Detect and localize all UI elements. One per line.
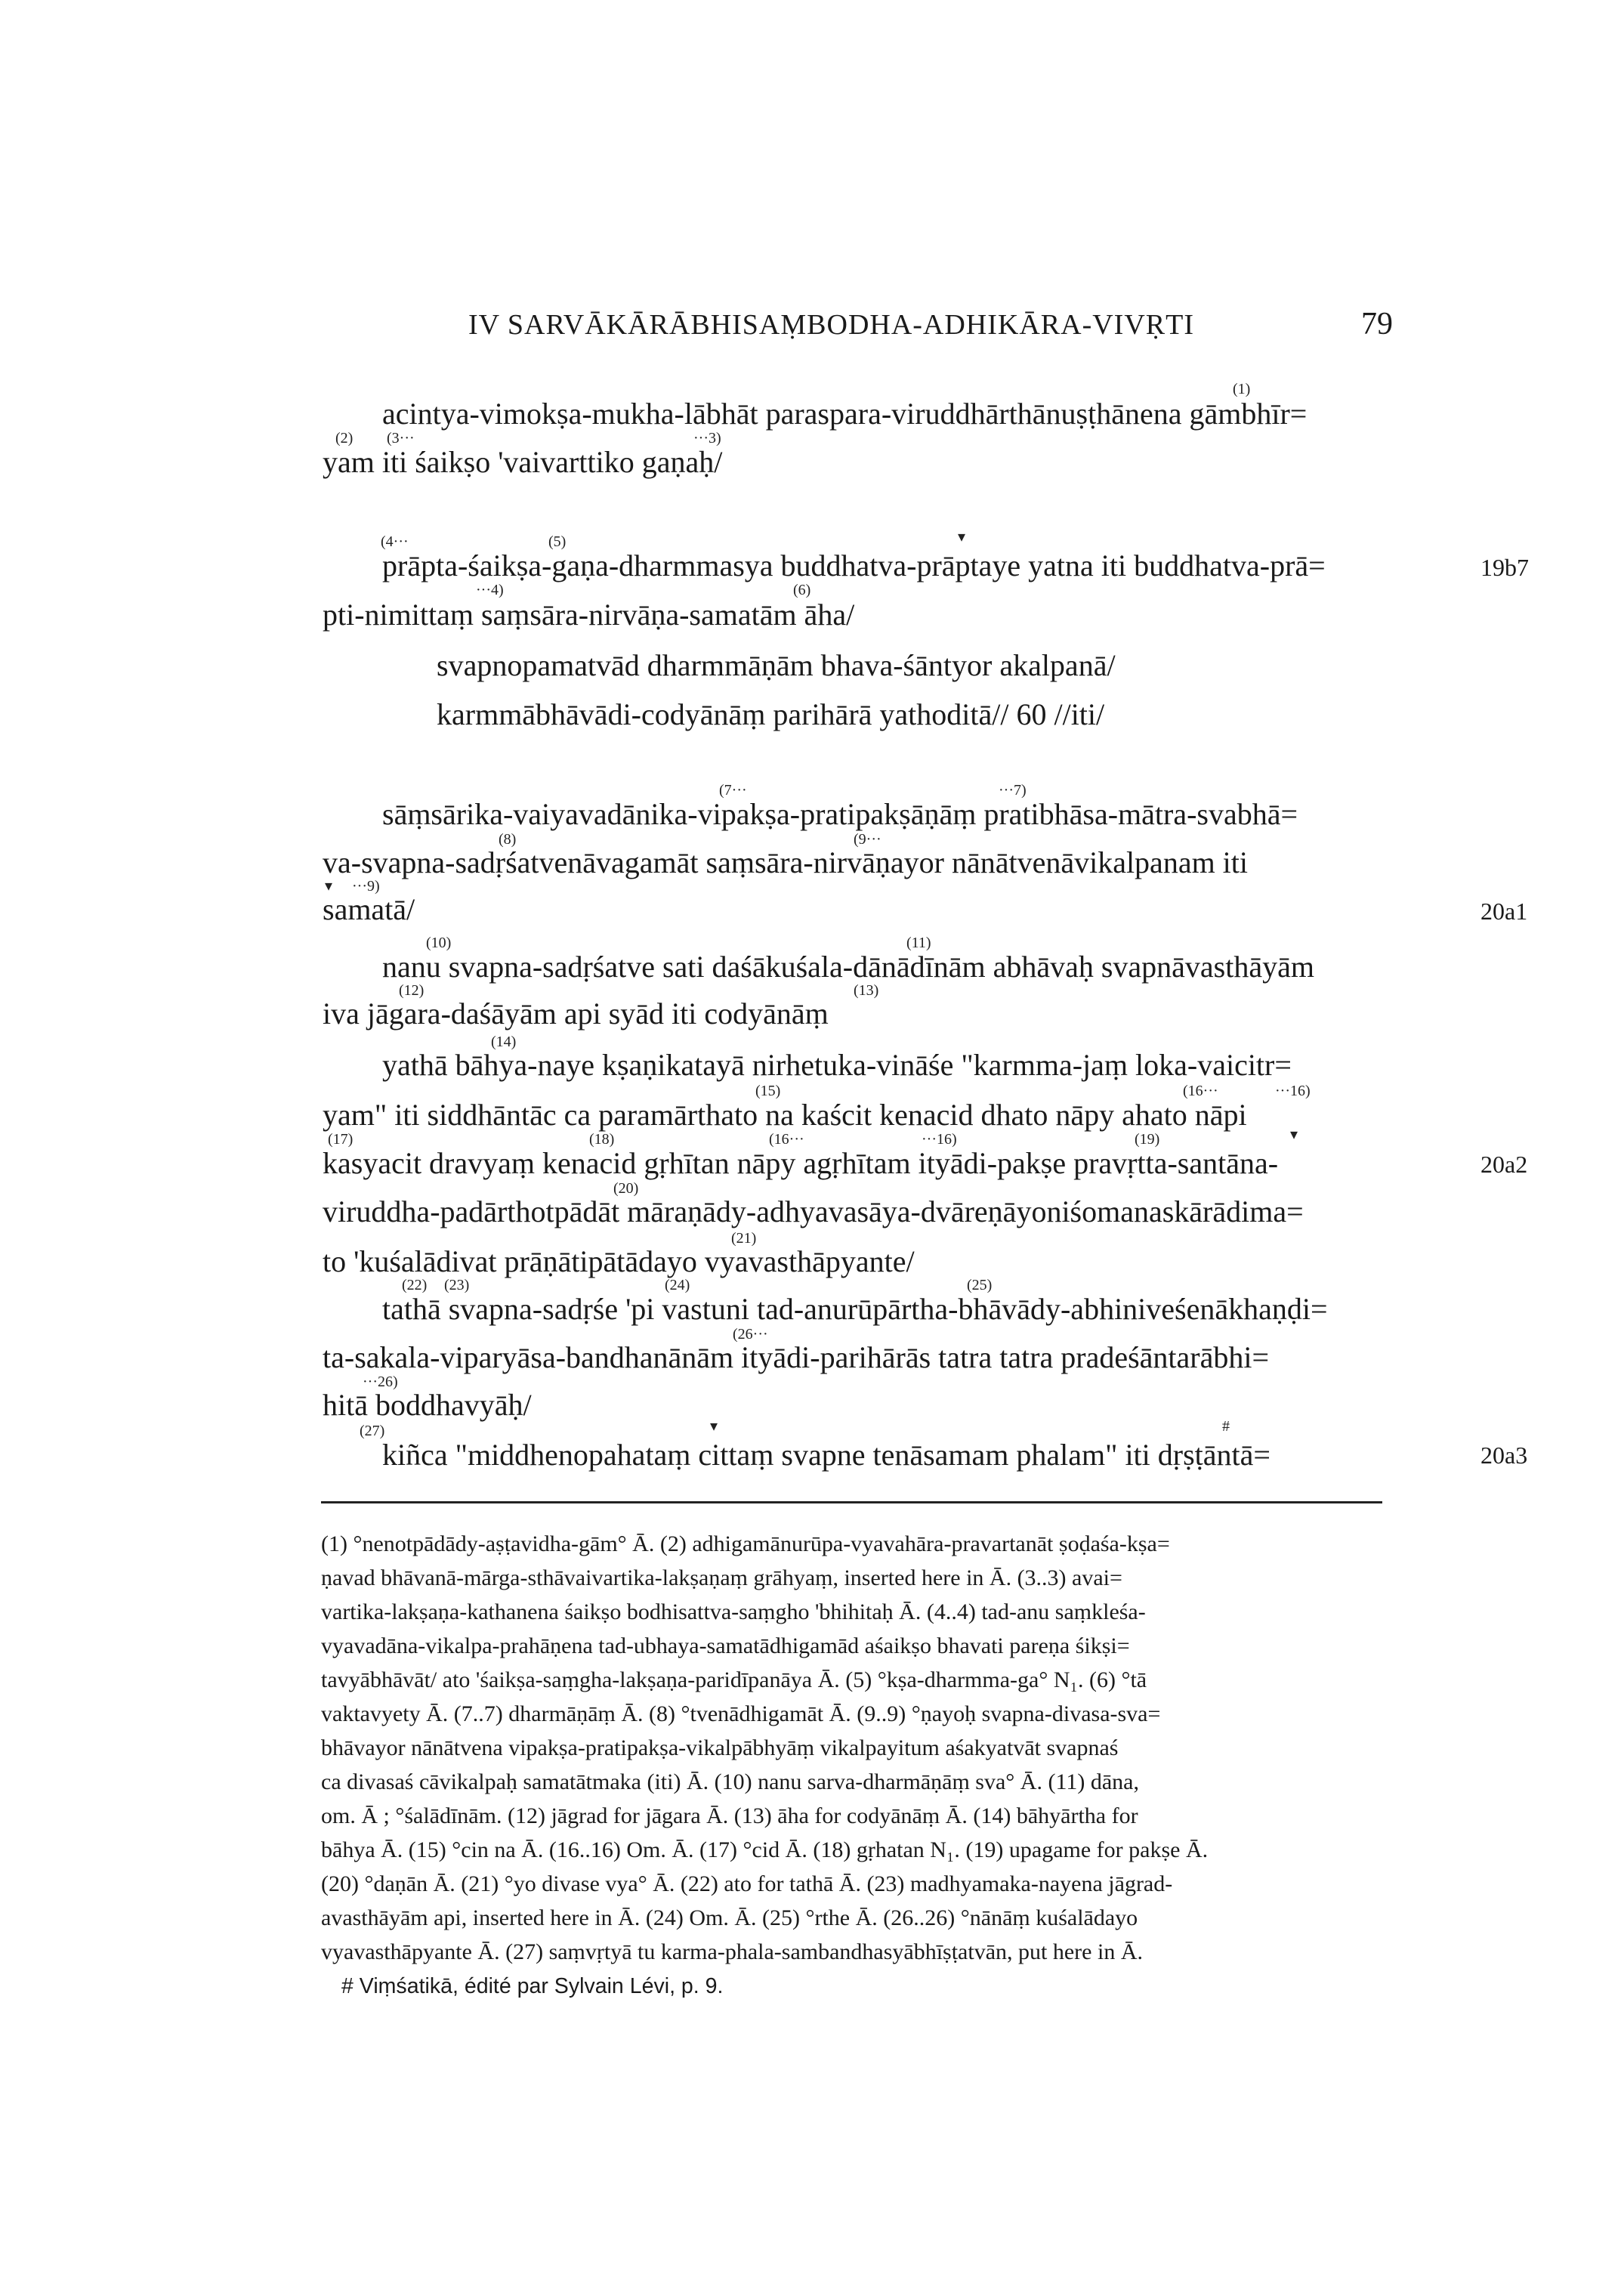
note-marker: ···3): [693, 430, 721, 447]
note-marker: (1): [1233, 381, 1251, 397]
note-marker: (20): [613, 1180, 639, 1197]
note-marker: (14): [491, 1034, 517, 1050]
text-line: yam" iti siddhāntāc ca paramārthato na kaścit kenacid dhato nāpy ahato nāpi: [323, 1098, 1247, 1132]
text-line: pti-nimittaṃ saṃsāra-nirvāṇa-samatām āha/: [323, 598, 855, 632]
footnote-source: # Viṃśatikā, édité par Sylvain Lévi, p. 9.: [341, 1974, 724, 1998]
footnote-line: vyavasthāpyante Ā. (27) saṃvṛtyā tu karma-phala-sambandhasyābhīṣṭatvān, put here in Ā.: [321, 1939, 1143, 1964]
note-marker: ···16): [922, 1131, 957, 1148]
note-marker: ···7): [999, 782, 1027, 799]
note-marker: (13): [854, 982, 879, 999]
note-marker: (23): [444, 1277, 470, 1293]
note-marker: (17): [328, 1131, 354, 1148]
verse-line: svapnopamatvād dharmmāṇām bhava-śāntyor akalpanā/: [437, 648, 1116, 682]
page-number: 79: [1361, 307, 1393, 341]
footnote-line: ca divasaś cāvikalpaḥ samatātmaka (iti) Ā. (10) nanu sarva-dharmāṇāṃ sva° Ā. (11) dāna,: [321, 1769, 1139, 1794]
verse-line: karmmābhāvādi-codyānāṃ parihārā yathoditā// 60 //iti/: [437, 697, 1105, 731]
footnote-line: avasthāyām api, inserted here in Ā. (24) Om. Ā. (25) °rthe Ā. (26..26) °nānāṃ kuśalādayo: [321, 1905, 1138, 1930]
footnote-line: bāhya Ā. (15) °cin na Ā. (16..16) Om. Ā. (17) °cid Ā. (18) gṛhatan N₁. (19) upagame for pakṣe Ā.: [321, 1837, 1209, 1862]
footnote-line: om. Ā ; °śalādīnām. (12) jāgrad for jāgara Ā. (13) āha for codyānāṃ Ā. (14) bāhyārtha for: [321, 1803, 1138, 1828]
text-line: va-svapna-sadṛśatvenāvagamāt saṃsāra-nirvāṇayor nānātvenāvikalpanam iti: [323, 845, 1249, 879]
folio-mark: 20a3: [1480, 1442, 1528, 1469]
note-marker: (6): [793, 582, 811, 598]
note-marker: (19): [1135, 1131, 1160, 1148]
note-marker: (24): [665, 1277, 690, 1293]
text-line: acintya-vimokṣa-mukha-lābhāt paraspara-viruddhārthānuṣṭhānena gāmbhīr=: [382, 397, 1308, 431]
note-marker: (21): [731, 1230, 757, 1247]
note-marker: ···26): [363, 1374, 398, 1390]
note-marker: (9···: [854, 831, 881, 848]
note-marker: ▾: [1290, 1126, 1298, 1143]
footnote-line: vyavadāna-vikalpa-prahāṇena tad-ubhaya-samatādhigamād aśaikṣo bhavati pareṇa śikṣi=: [321, 1633, 1130, 1658]
text-line: samatā/: [323, 892, 415, 926]
text-line: sāṃsārika-vaiyavadānika-vipakṣa-pratipakṣāṇāṃ pratibhāsa-mātra-svabhā=: [382, 797, 1298, 831]
note-marker: (12): [399, 982, 425, 999]
note-marker: (22): [402, 1277, 428, 1293]
text-line: nanu svapna-sadṛśatve sati daśākuśala-dānādīnām abhāvaḥ svapnāvasthāyām: [382, 950, 1314, 984]
note-marker: (25): [967, 1277, 993, 1293]
note-marker: (3···: [387, 430, 415, 447]
folio-mark: 20a2: [1480, 1151, 1528, 1178]
note-marker: (16···: [1183, 1083, 1218, 1099]
text-line: kiñca "middhenopahataṃ cittaṃ svapne tenāsamam phalam" iti dṛṣṭāntā=: [382, 1438, 1270, 1472]
text-line: tathā svapna-sadṛśe 'pi vastuni tad-anurūpārtha-bhāvādy-abhiniveśenākhaṇḍi=: [382, 1292, 1328, 1326]
note-marker: (7···: [719, 782, 747, 799]
note-marker: #: [1222, 1418, 1230, 1435]
note-marker: ▾: [710, 1418, 718, 1435]
text-line: viruddha-padārthotpādāt māraṇādy-adhyavasāya-dvāreṇāyoniśomanaskārādima=: [323, 1194, 1304, 1228]
footnote-rule: [321, 1501, 1382, 1503]
footnote-line: bhāvayor nānātvena vipakṣa-pratipakṣa-vikalpābhyāṃ vikalpayitum aśakyatvāt svapnaś: [321, 1735, 1119, 1760]
text-line: prāpta-śaikṣa-gaṇa-dharmmasya buddhatva-prāptaye yatna iti buddhatva-prā=: [382, 549, 1326, 582]
folio-mark: 20a1: [1480, 898, 1528, 925]
note-marker: ▾: [325, 878, 333, 895]
note-marker: (18): [589, 1131, 615, 1148]
note-marker: (11): [906, 935, 931, 951]
running-header: IV SARVĀKĀRĀBHISAṂBODHA-ADHIKĀRA-VIVṚTI: [468, 309, 1194, 341]
note-marker: (8): [499, 831, 517, 848]
note-marker: (10): [426, 935, 452, 951]
footnote-line: (20) °daṇān Ā. (21) °yo divase vya° Ā. (22) ato for tathā Ā. (23) madhyamaka-nayena jāgrad-: [321, 1871, 1173, 1896]
note-marker: ···9): [352, 878, 380, 895]
footnote-line: vartika-lakṣaṇa-kathanena śaikṣo bodhisattva-saṃgho 'bhihitaḥ Ā. (4..4) tad-anu saṃkleśa-: [321, 1599, 1146, 1624]
note-marker: (26···: [733, 1326, 768, 1343]
note-marker: (4···: [381, 533, 409, 550]
note-marker: ▾: [958, 529, 966, 545]
text-line: kasyacit dravyaṃ kenacid gṛhītan nāpy agṛhītam ityādi-pakṣe pravṛtta-santāna-: [323, 1146, 1279, 1180]
text-line: yathā bāhya-naye kṣaṇikatayā nirhetuka-vināśe "karmma-jaṃ loka-vaicitr=: [382, 1048, 1292, 1082]
footnote-line: tavyābhāvāt/ ato 'śaikṣa-saṃgha-lakṣaṇa-paridīpanāya Ā. (5) °kṣa-dharmma-ga° N₁. (6) °tā: [321, 1667, 1147, 1692]
note-marker: (5): [548, 533, 567, 550]
note-marker: ···16): [1275, 1083, 1311, 1099]
text-line: to 'kuśalādivat prāṇātipātādayo vyavasthāpyante/: [323, 1244, 915, 1278]
note-marker: (15): [755, 1083, 781, 1099]
text-line: iva jāgara-daśāyām api syād iti codyānāṃ: [323, 997, 829, 1031]
text-line: ta-sakala-viparyāsa-bandhanānām ityādi-parihārās tatra tatra pradeśāntarābhi=: [323, 1340, 1270, 1374]
note-marker: ···4): [476, 582, 504, 598]
footnote-line: ṇavad bhāvanā-mārga-sthāvaivartika-lakṣaṇaṃ grāhyaṃ, inserted here in Ā. (3..3) avai=: [321, 1565, 1122, 1590]
text-line: yam iti śaikṣo 'vaivarttiko gaṇaḥ/: [323, 445, 723, 479]
folio-mark: 19b7: [1480, 554, 1529, 581]
note-marker: (27): [360, 1423, 385, 1439]
footnote-line: vaktavyety Ā. (7..7) dharmāṇāṃ Ā. (8) °tvenādhigamāt Ā. (9..9) °ṇayoḥ svapna-divasa-sva=: [321, 1701, 1161, 1726]
text-line: hitā boddhavyāḥ/: [323, 1388, 532, 1422]
note-marker: (16···: [769, 1131, 804, 1148]
footnote-line: (1) °nenotpādādy-aṣṭavidha-gām° Ā. (2) adhigamānurūpa-vyavahāra-pravartanāt ṣoḍaśa-kṣa=: [321, 1531, 1170, 1556]
note-marker: (2): [335, 430, 354, 447]
